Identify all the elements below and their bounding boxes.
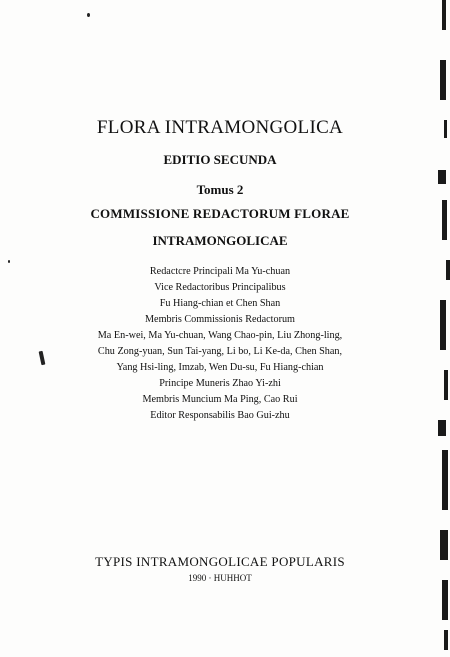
credit-line: Redactcre Principali Ma Yu-chuan bbox=[149, 266, 291, 277]
credit-line: Vice Redactoribus Principalibus bbox=[154, 282, 286, 293]
credit-line: Yang Hsi-ling, Imzab, Wen Du-su, Fu Hiang-chian bbox=[116, 362, 324, 373]
scan-speck bbox=[8, 260, 10, 263]
credit-line: Fu Hiang-chian et Chen Shan bbox=[159, 298, 281, 309]
publisher-name: TYPIS INTRAMONGOLICAE POPULARIS bbox=[95, 554, 345, 569]
commission-heading-line-2: INTRAMONGOLICAE bbox=[152, 233, 288, 248]
credit-line: Principe Muneris Zhao Yi-zhi bbox=[159, 378, 281, 389]
credit-line: Editor Responsabilis Bao Gui-zhu bbox=[150, 410, 290, 421]
credit-line: Chu Zong-yuan, Sun Tai-yang, Li bo, Li Ke-da, Chen Shan, bbox=[97, 346, 343, 357]
imprint-year-place: 1990 · HUHHOT bbox=[188, 573, 252, 583]
credit-line: Membris Commissionis Redactorum bbox=[145, 314, 295, 325]
scan-speck bbox=[87, 13, 90, 17]
book-title: FLORA INTRAMONGOLICA bbox=[96, 117, 344, 138]
scan-edge-artifact bbox=[428, 0, 450, 657]
commission-heading-line-1: COMMISSIONE REDACTORUM FLORAE bbox=[90, 206, 350, 221]
credit-line: Membris Muncium Ma Ping, Cao Rui bbox=[142, 394, 298, 405]
credit-line: Ma En-wei, Ma Yu-chuan, Wang Chao-pin, Liu Zhong-ling, bbox=[97, 330, 343, 341]
volume-label: Tomus 2 bbox=[196, 182, 244, 197]
edition-label: EDITIO SECUNDA bbox=[163, 152, 277, 167]
